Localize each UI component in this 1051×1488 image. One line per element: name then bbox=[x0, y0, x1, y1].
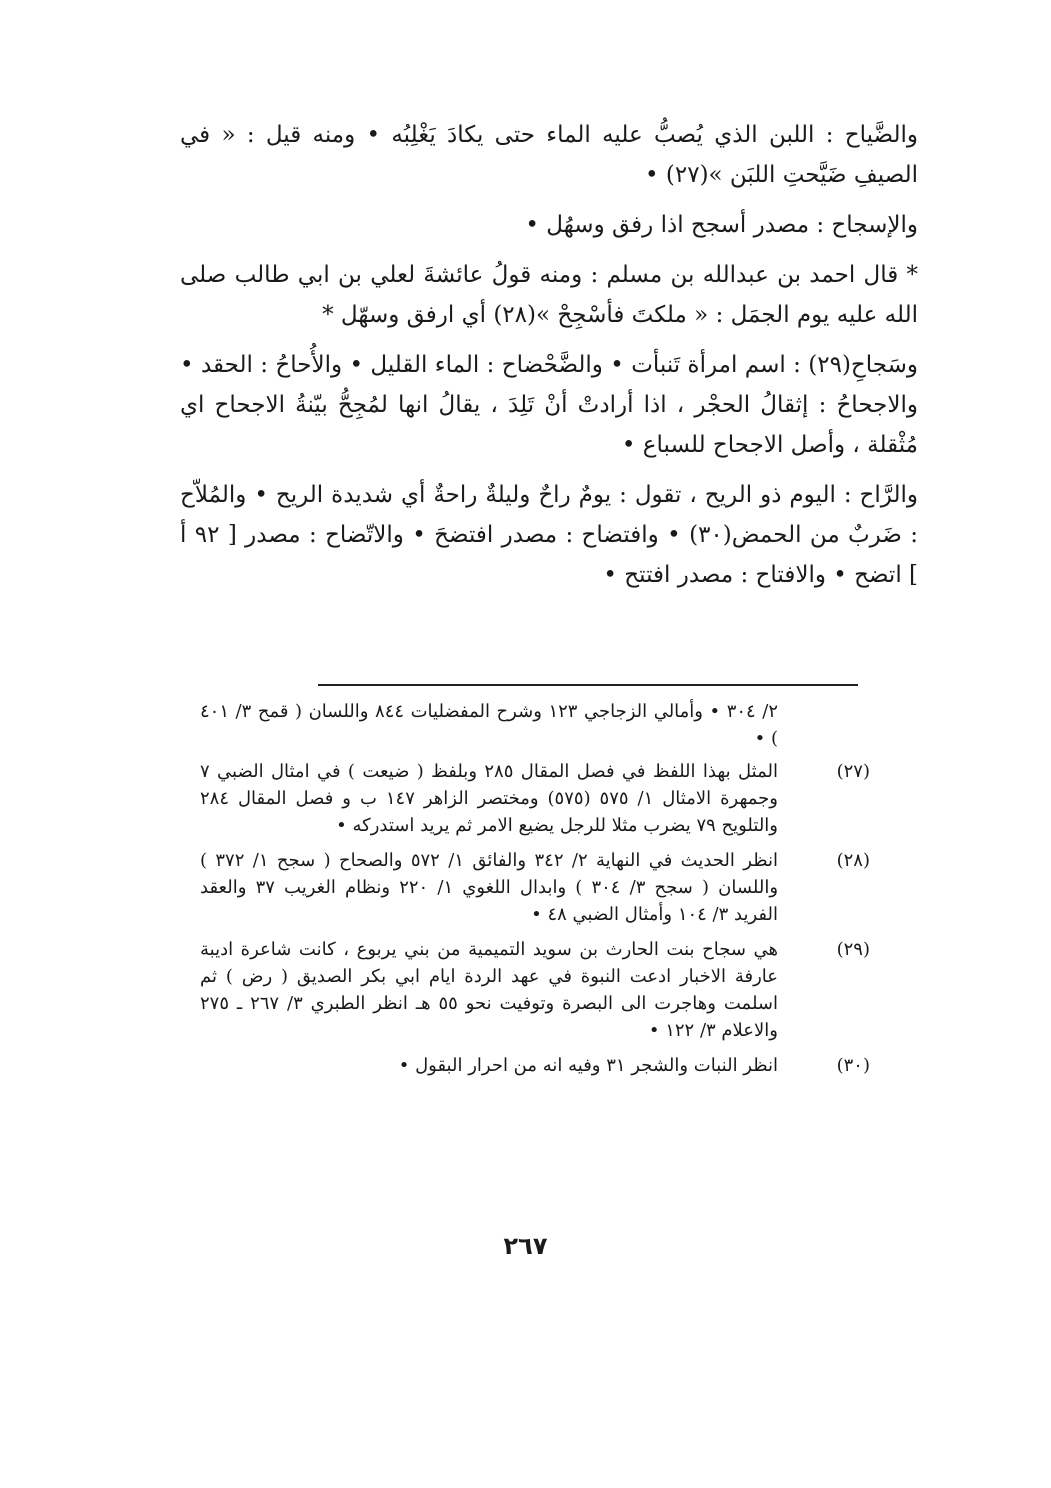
footnote-29 bbox=[200, 936, 870, 1044]
footnote-30 bbox=[200, 1052, 870, 1079]
footnote-text: المثل بهذا اللفظ في فصل المقال ٢٨٥ وبلفظ ( ضيعت ) في امثال الضبي ٧ وجمهرة الامثال ١/ ٥٧٥ (٥٧٥) ومختصر الزاهر ١٤٧ ب و فصل المقال ٢٨٤ والتلويح ٧٩ يضرب مثلا للرجل يضيع الامر ثم يريد استدركه • bbox=[200, 761, 778, 836]
main-paragraph-3: * قال احمد بن عبدالله بن مسلم : ومنه قولُ عائشةَ لعلي بن ابي طالب صلى الله عليه يوم الجمَل : « ملكتَ فأسْجِحْ »(٢٨) أي ارفق وسهّل * bbox=[180, 262, 918, 328]
footnote-text: انظر الحديث في النهاية ٢/ ٣٤٢ والفائق ١/ ٥٧٢ والصحاح ( سجح ١/ ٣٧٢ ) واللسان ( سجح ٣/ ٣٠٤ ) وابدال اللغوي ١/ ٢٢٠ ونظام الغريب ٣٧ والعقد الفريد ٣/ ١٠٤ وأمثال الضبي ٤٨ • bbox=[200, 850, 779, 925]
page-number: ٢٦٧ bbox=[503, 1232, 548, 1260]
footnote-number: (٢٩) bbox=[836, 939, 870, 960]
main-text bbox=[180, 115, 918, 605]
footnote-number: (٢٨) bbox=[836, 850, 870, 871]
main-paragraph-5: والرَّاح : اليوم ذو الريح ، تقول : يومٌ راحٌ وليلةٌ راحةٌ أي شديدة الريح • والمُلاّح : ضَربٌ من الحمض(٣٠) • وافتضاح : مصدر افتضحَ • والاتّضاح : مصدر [ ٩٢ أ ] اتضح • والافتاح : مصدر افتتح • bbox=[180, 482, 918, 588]
footnotes bbox=[200, 698, 870, 1087]
footnote-number: (٢٧) bbox=[836, 761, 870, 782]
footnote-number: (٣٠) bbox=[836, 1055, 870, 1076]
main-paragraph-2: والإسجاح : مصدر أسجح اذا رفق وسهُل • bbox=[525, 212, 918, 238]
footnote-continuation: ٢/ ٣٠٤ • وأمالي الزجاجي ١٢٣ وشرح المفضليات ٨٤٤ واللسان ( قمح ٣/ ٤٠١ ) • bbox=[200, 701, 779, 749]
main-paragraph-1: والضَّياح : اللبن الذي يُصبُّ عليه الماء حتى يكادَ يَغْلِبُه • ومنه قيل : « في الصيفِ ضَيَّحتِ اللبَن »(٢٧) • bbox=[180, 122, 918, 188]
footnote-separator bbox=[318, 684, 858, 686]
footnote-27 bbox=[200, 758, 870, 839]
main-paragraph-4: وسَجاحِ(٢٩) : اسم امرأة تَنبأت • والضَّحْضاح : الماء القليل • والأُحاحُ : الحقد • والاجحاحُ : إثقالُ الحجْر ، اذا أرادتْ أنْ تَلِدَ ، يقالُ انها لمُجِحُّ بيّنةُ الاجحاح اي مُثْقلة ، وأصل الاجحاح للسباع • bbox=[180, 352, 918, 458]
footnote-text: انظر النبات والشجر ٣١ وفيه انه من احرار البقول • bbox=[398, 1055, 778, 1076]
footnote-text: هي سجاح بنت الحارث بن سويد التميمية من بني يربوع ، كانت شاعرة اديبة عارفة الاخبار ادعت النبوة في عهد الردة ايام ابي بكر الصديق ( رض ) ثم اسلمت وهاجرت الى البصرة وتوفيت نحو ٥٥ هـ انظر الطبري ٣/ ٢٦٧ ـ ٢٧٥ والاعلام ٣/ ١٢٢ • bbox=[200, 939, 779, 1041]
footnote-28 bbox=[200, 847, 870, 928]
